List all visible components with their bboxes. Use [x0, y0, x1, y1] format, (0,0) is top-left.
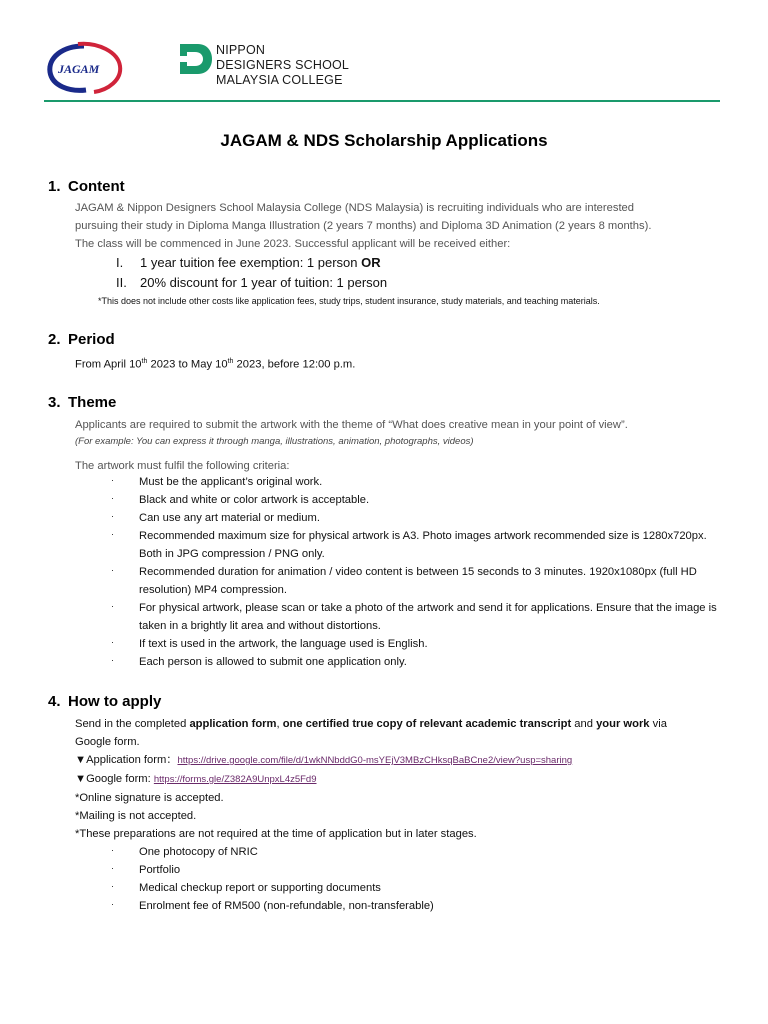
list-item: · Each person is allowed to submit one application only. [111, 655, 407, 668]
apply-instructions: Send in the completed application form, one certified true copy of relevant academic transcript and your work via Google form. ▼Application form：https://drive.google.com/file/d/1wkNNbddG0-msYEjV3MBzCHksqBaBCne2/view?usp=sharing ▼Google form: https://forms.gle/Z382A9UnpxL4z5Fd9 *Online signature is accepted. *Mailing is not accepted. *These preparations are not required at the time of application but in later stages. [75, 715, 725, 843]
requirements-list [111, 843, 721, 915]
cost-note: *This does not include other costs like application fees, study trips, student insurance, study materials, and teaching materials. [98, 296, 600, 306]
note-line: *Online signature is accepted. [75, 792, 224, 804]
list-item: · Black and white or color artwork is acceptable. [111, 493, 370, 506]
google-form-row: ▼Google form: https://forms.gle/Z382A9UnpxL4z5Fd9 [75, 773, 317, 785]
content-paragraph: JAGAM & Nippon Designers School Malaysia College (NDS Malaysia) is recruiting individuals who are interested pursuing their study in Diploma Manga Illustration (2 years 7 months) and Diploma 3D Animation (2 years 8 months). The class will be commenced in June 2023. Successful applicant will be received either: [75, 202, 652, 250]
section-theme-heading: 3. Theme [48, 394, 117, 411]
list-item: · Recommended maximum size for physical artwork is A3. Photo images artwork recommended size is 1280x720px. Both in JPG compression / PNG only. [111, 529, 707, 560]
list-item: I. 1 year tuition fee exemption: 1 person OR [116, 255, 381, 270]
section-apply-heading: 4. How to apply [48, 693, 162, 710]
list-item: · If text is used in the artwork, the language used is English. [111, 637, 428, 650]
list-item: · One photocopy of NRIC [111, 845, 258, 858]
header [40, 40, 720, 102]
note-line: *These preparations are not required at the time of application but in later stages. [75, 828, 477, 840]
application-form-link[interactable]: https://drive.google.com/file/d/1wkNNbddG0-msYEjV3MBzCHksqBaBCne2/view?usp=sharing [177, 755, 573, 766]
page-title: JAGAM & NDS Scholarship Applications [220, 131, 548, 150]
section-period-heading: 2. Period [48, 331, 115, 348]
nds-line: NIPPON [216, 43, 266, 57]
jagam-logo-text: JAGAM [58, 62, 100, 76]
theme-example: (For example: You can express it through manga, illustrations, animation, photographs, videos) [75, 436, 474, 447]
list-item: II. 20% discount for 1 year of tuition: 1 person [116, 275, 388, 290]
list-item: · Enrolment fee of RM500 (non-refundable, non-transferable) [111, 899, 434, 912]
header-divider [44, 100, 720, 102]
jagam-logo [44, 40, 124, 96]
application-form-row: ▼Application form：https://drive.google.com/file/d/1wkNNbddG0-msYEjV3MBzCHksqBaBCne2/view?usp=sharing [75, 754, 573, 766]
list-item: · Must be the applicant’s original work. [111, 475, 323, 488]
google-form-link[interactable]: https://forms.gle/Z382A9UnpxL4z5Fd9 [153, 774, 317, 785]
note-line: *Mailing is not accepted. [75, 810, 197, 822]
scholarship-options [116, 253, 387, 293]
period-text: From April 10th 2023 to May 10th 2023, before 12:00 p.m. [75, 358, 356, 371]
nds-line: DESIGNERS SCHOOL [216, 58, 350, 72]
nds-line: MALAYSIA COLLEGE [216, 73, 343, 87]
list-item: · Portfolio [111, 863, 181, 876]
list-item: · Recommended duration for animation / video content is between 15 seconds to 3 minutes. 1920x1080px (full HD resolution) MP4 compression. [111, 565, 697, 596]
theme-intro: Applicants are required to submit the artwork with the theme of “What does creative mean in your point of view”. [75, 419, 628, 431]
list-item: · Can use any art material or medium. [111, 511, 320, 524]
list-item: · Medical checkup report or supporting documents [111, 881, 381, 894]
nds-wordmark [216, 43, 349, 88]
criteria-list [111, 473, 721, 671]
section-content-heading: 1. Content [48, 178, 125, 195]
list-item: · For physical artwork, please scan or take a photo of the artwork and send it for applications. Ensure that the image is taken in a brightly lit area and without distortions. [111, 601, 717, 632]
criteria-intro: The artwork must fulfil the following criteria: [75, 460, 290, 472]
nds-logo [180, 44, 212, 74]
